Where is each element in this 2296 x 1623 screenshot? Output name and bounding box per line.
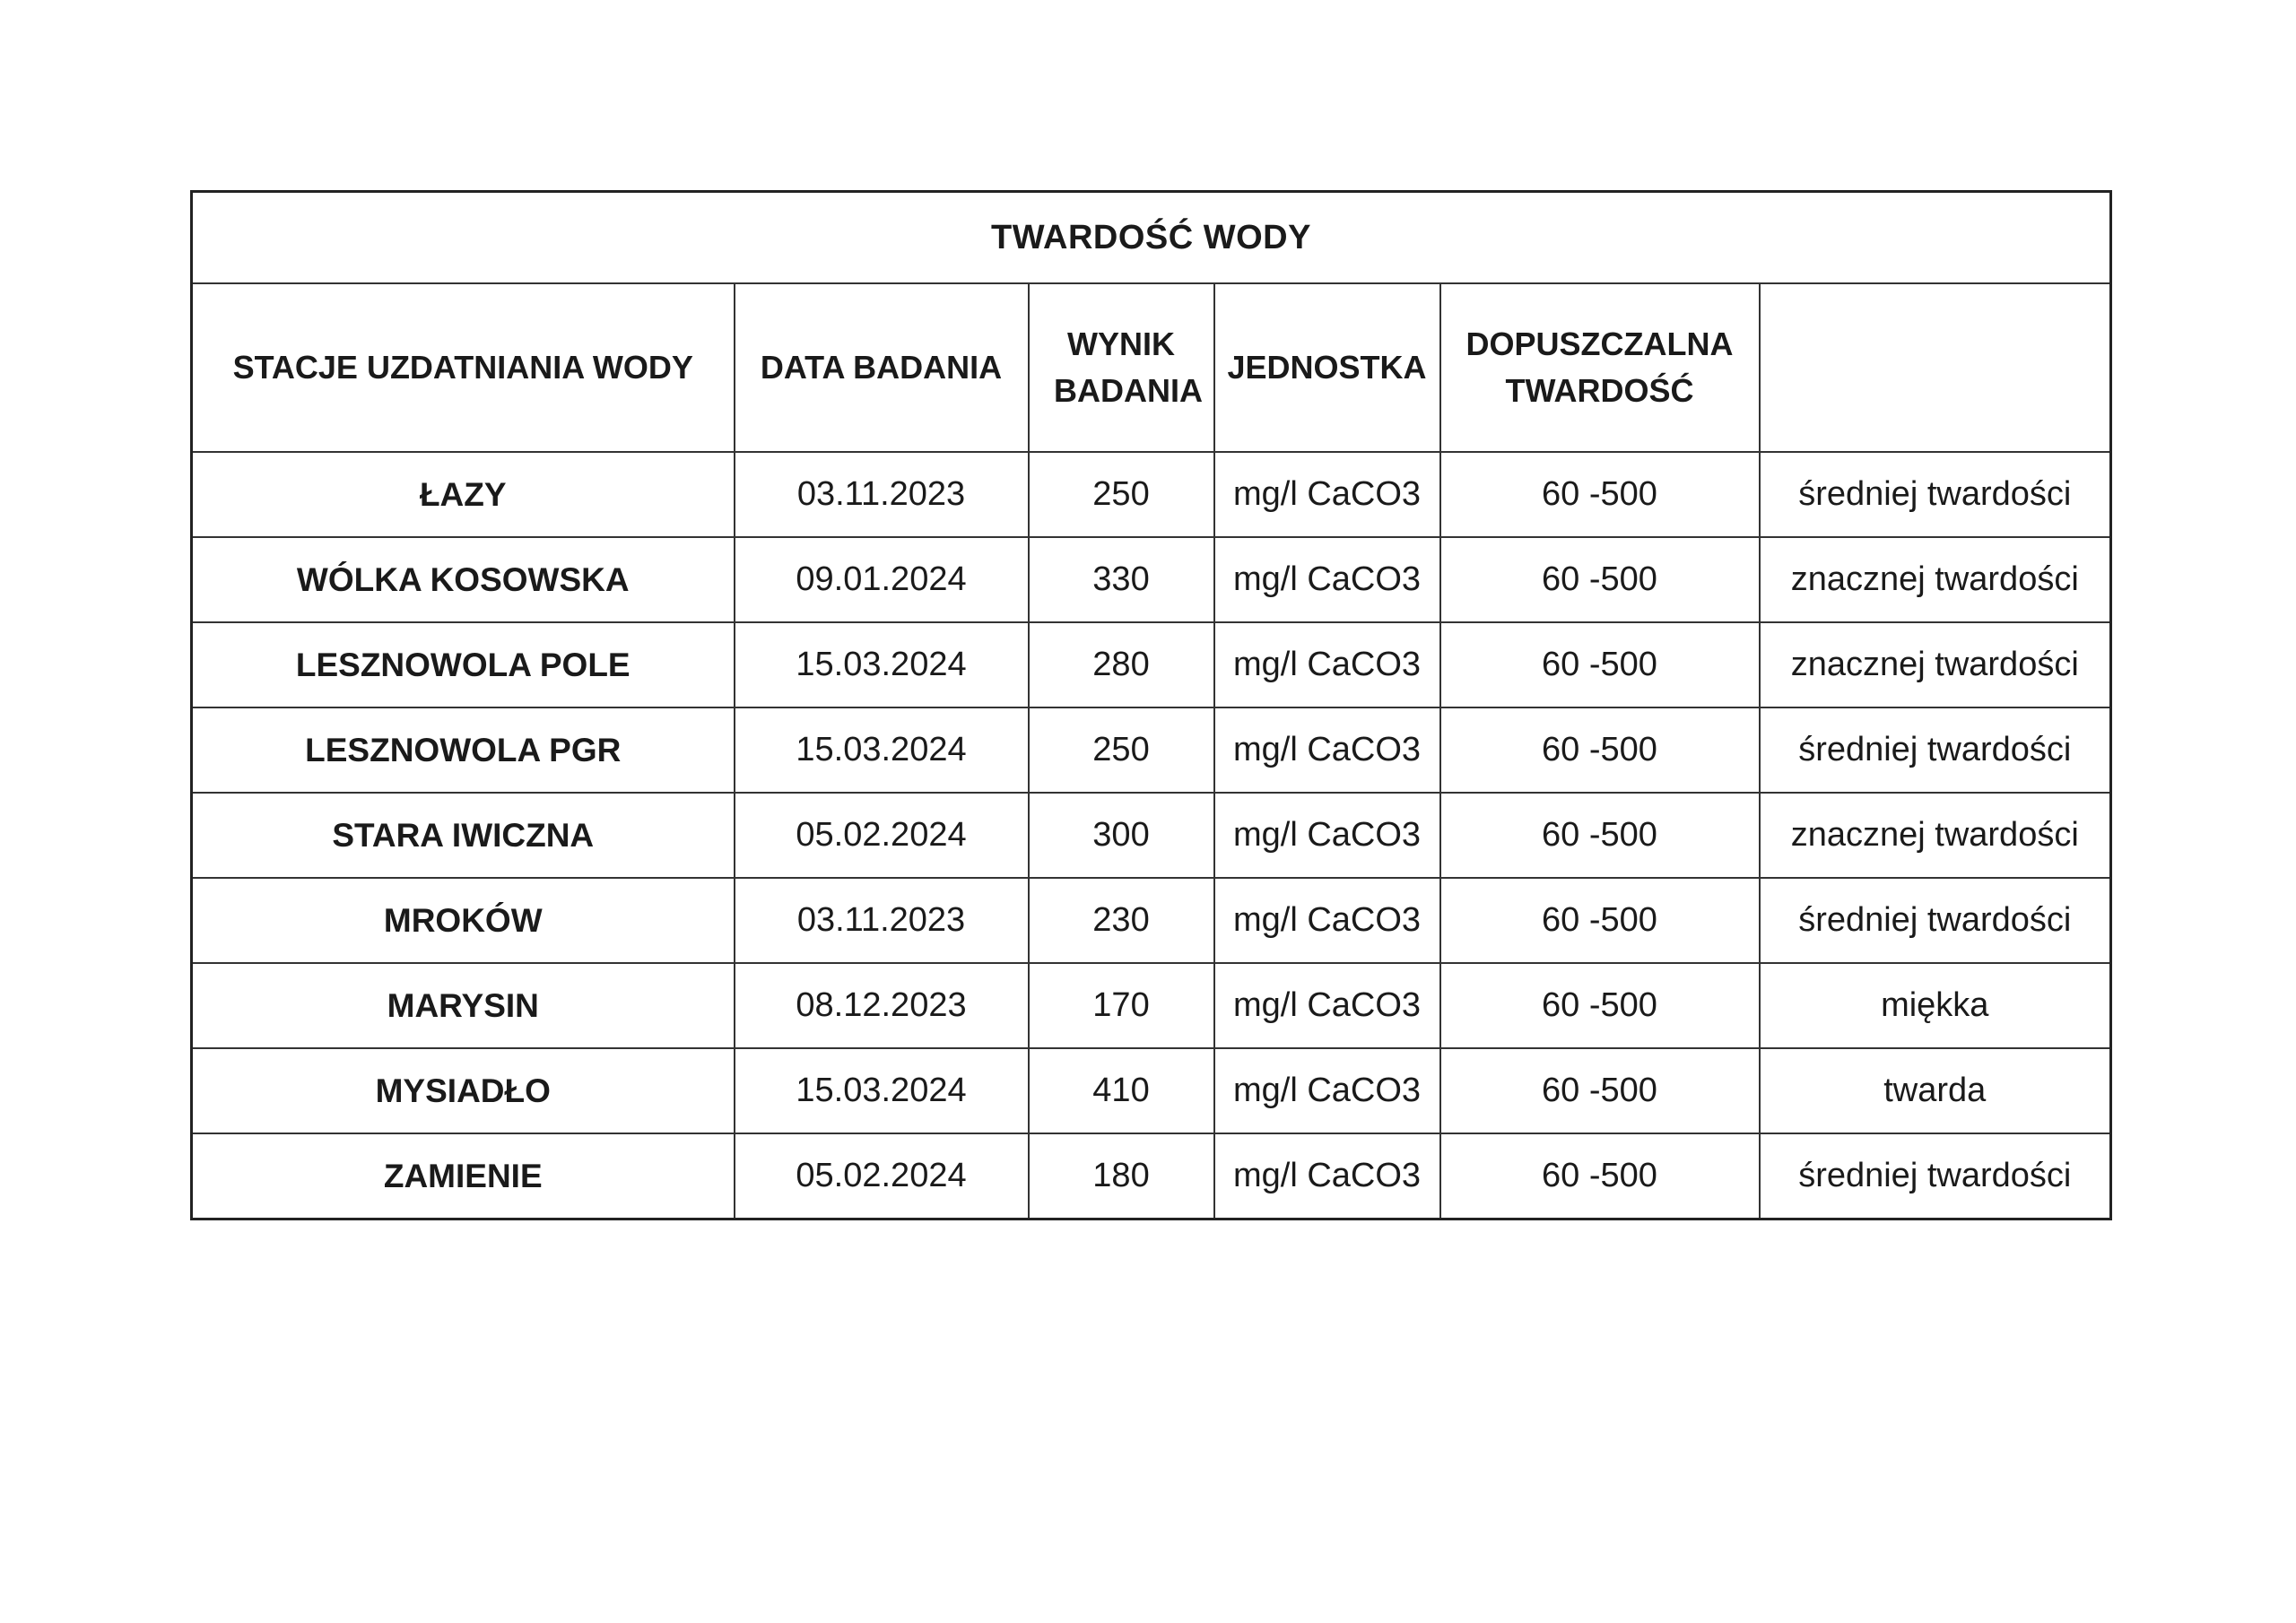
unit-cell: mg/l CaCO3 bbox=[1214, 452, 1440, 537]
table-row bbox=[192, 1048, 2111, 1133]
allowed-range-cell: 60 -500 bbox=[1440, 878, 1760, 963]
station-cell: MROKÓW bbox=[192, 878, 735, 963]
table-row bbox=[192, 878, 2111, 963]
station-cell: WÓLKA KOSOWSKA bbox=[192, 537, 735, 622]
header-stations: STACJE UZDATNIANIA WODY bbox=[192, 283, 735, 452]
unit-cell: mg/l CaCO3 bbox=[1214, 878, 1440, 963]
table-body bbox=[192, 452, 2111, 1219]
result-cell: 230 bbox=[1029, 878, 1214, 963]
header-allowed-hardness-text: DOPUSZCZALNA TWARDOŚĆ bbox=[1465, 325, 1734, 409]
classification-cell: znacznej twardości bbox=[1760, 537, 2111, 622]
date-cell: 09.01.2024 bbox=[735, 537, 1029, 622]
date-cell: 15.03.2024 bbox=[735, 622, 1029, 707]
date-cell: 03.11.2023 bbox=[735, 452, 1029, 537]
station-cell: ŁAZY bbox=[192, 452, 735, 537]
station-cell: MARYSIN bbox=[192, 963, 735, 1048]
station-cell: MYSIADŁO bbox=[192, 1048, 735, 1133]
table-row bbox=[192, 622, 2111, 707]
unit-cell: mg/l CaCO3 bbox=[1214, 537, 1440, 622]
date-cell: 15.03.2024 bbox=[735, 707, 1029, 793]
date-cell: 08.12.2023 bbox=[735, 963, 1029, 1048]
allowed-range-cell: 60 -500 bbox=[1440, 622, 1760, 707]
header-classification bbox=[1760, 283, 2111, 452]
station-cell: STARA IWICZNA bbox=[192, 793, 735, 878]
unit-cell: mg/l CaCO3 bbox=[1214, 963, 1440, 1048]
table-row bbox=[192, 452, 2111, 537]
allowed-range-cell: 60 -500 bbox=[1440, 793, 1760, 878]
table-row bbox=[192, 963, 2111, 1048]
header-allowed-hardness bbox=[1440, 283, 1760, 452]
station-cell: ZAMIENIE bbox=[192, 1133, 735, 1219]
date-cell: 15.03.2024 bbox=[735, 1048, 1029, 1133]
header-result-text: WYNIK BADANIA bbox=[1054, 325, 1203, 409]
unit-cell: mg/l CaCO3 bbox=[1214, 622, 1440, 707]
classification-cell: znacznej twardości bbox=[1760, 622, 2111, 707]
table-title: TWARDOŚĆ WODY bbox=[192, 192, 2111, 284]
result-cell: 250 bbox=[1029, 452, 1214, 537]
header-unit: JEDNOSTKA bbox=[1214, 283, 1440, 452]
classification-cell: miękka bbox=[1760, 963, 2111, 1048]
allowed-range-cell: 60 -500 bbox=[1440, 452, 1760, 537]
allowed-range-cell: 60 -500 bbox=[1440, 1048, 1760, 1133]
classification-cell: średniej twardości bbox=[1760, 878, 2111, 963]
result-cell: 280 bbox=[1029, 622, 1214, 707]
date-cell: 05.02.2024 bbox=[735, 1133, 1029, 1219]
result-cell: 300 bbox=[1029, 793, 1214, 878]
table-row bbox=[192, 793, 2111, 878]
table-row bbox=[192, 707, 2111, 793]
result-cell: 410 bbox=[1029, 1048, 1214, 1133]
header-result bbox=[1029, 283, 1214, 452]
classification-cell: twarda bbox=[1760, 1048, 2111, 1133]
classification-cell: średniej twardości bbox=[1760, 1133, 2111, 1219]
unit-cell: mg/l CaCO3 bbox=[1214, 1048, 1440, 1133]
header-row bbox=[192, 283, 2111, 452]
result-cell: 250 bbox=[1029, 707, 1214, 793]
classification-cell: znacznej twardości bbox=[1760, 793, 2111, 878]
unit-cell: mg/l CaCO3 bbox=[1214, 793, 1440, 878]
allowed-range-cell: 60 -500 bbox=[1440, 963, 1760, 1048]
table-row bbox=[192, 537, 2111, 622]
table-row bbox=[192, 1133, 2111, 1219]
title-row bbox=[192, 192, 2111, 284]
result-cell: 330 bbox=[1029, 537, 1214, 622]
classification-cell: średniej twardości bbox=[1760, 452, 2111, 537]
station-cell: LESZNOWOLA PGR bbox=[192, 707, 735, 793]
allowed-range-cell: 60 -500 bbox=[1440, 707, 1760, 793]
result-cell: 170 bbox=[1029, 963, 1214, 1048]
classification-cell: średniej twardości bbox=[1760, 707, 2111, 793]
allowed-range-cell: 60 -500 bbox=[1440, 1133, 1760, 1219]
allowed-range-cell: 60 -500 bbox=[1440, 537, 1760, 622]
date-cell: 03.11.2023 bbox=[735, 878, 1029, 963]
station-cell: LESZNOWOLA POLE bbox=[192, 622, 735, 707]
date-cell: 05.02.2024 bbox=[735, 793, 1029, 878]
unit-cell: mg/l CaCO3 bbox=[1214, 707, 1440, 793]
unit-cell: mg/l CaCO3 bbox=[1214, 1133, 1440, 1219]
header-date: DATA BADANIA bbox=[735, 283, 1029, 452]
water-hardness-table bbox=[190, 190, 2112, 1220]
result-cell: 180 bbox=[1029, 1133, 1214, 1219]
